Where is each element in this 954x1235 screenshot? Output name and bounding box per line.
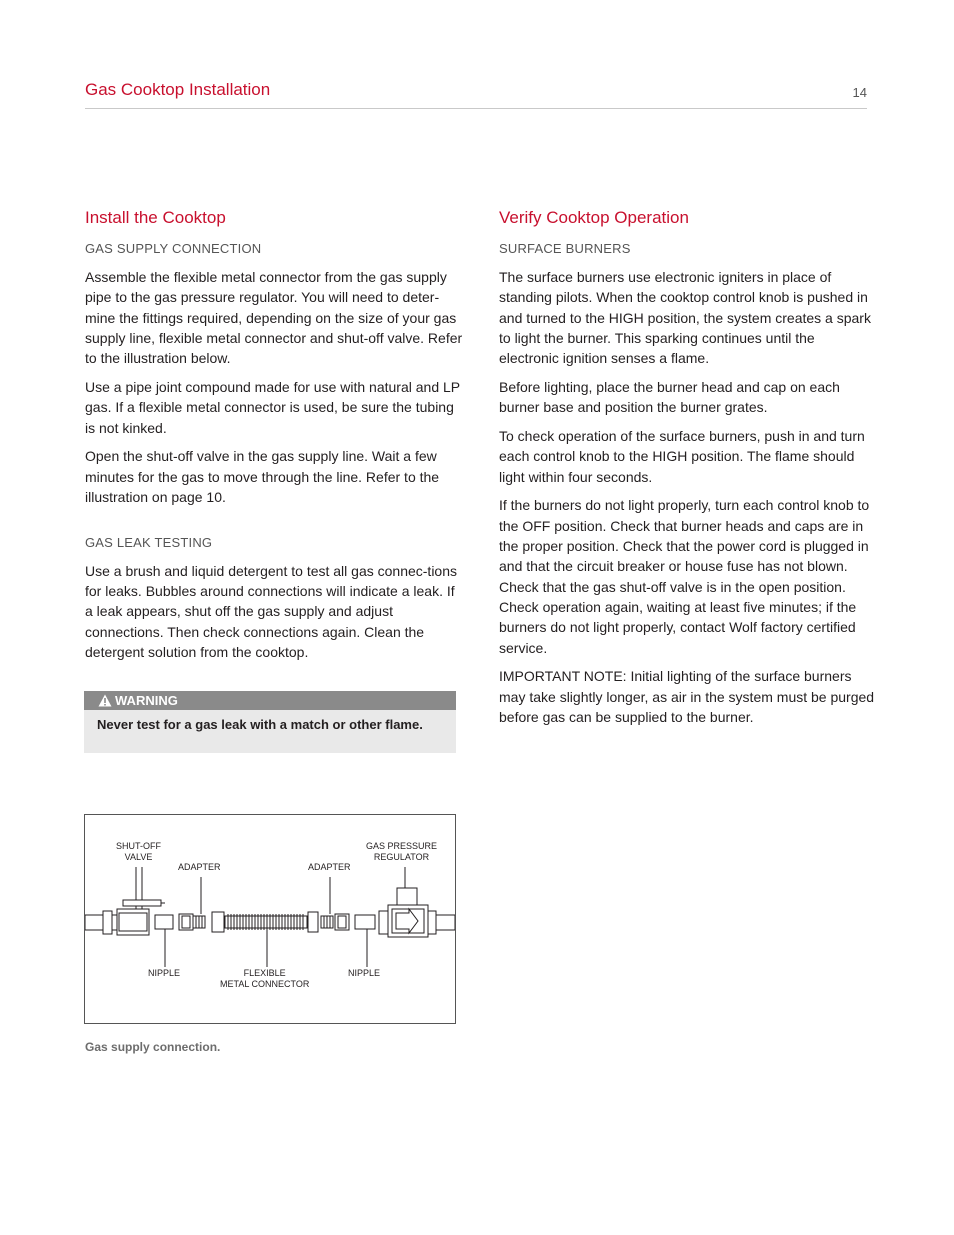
nipple-right-label: NIPPLE bbox=[348, 968, 381, 978]
shutoff-valve-handle bbox=[123, 900, 161, 906]
gas-supply-paragraph-2: Use a pipe joint compound made for use with natural and LP gas. If a flexible metal connector is used, be sure the tubing is not kinked. bbox=[85, 378, 460, 436]
figure-caption: Gas supply connection. bbox=[85, 1040, 221, 1054]
burners-paragraph-2: Before lighting, place the burner head and cap on each burner base and position the burner grates. bbox=[499, 378, 840, 416]
gas-supply-subheading: GAS SUPPLY CONNECTION bbox=[85, 241, 262, 256]
pipe-collar-left bbox=[103, 911, 112, 934]
install-heading: Install the Cooktop bbox=[85, 208, 226, 227]
shutoff-valve-label: SHUT-OFF VALVE bbox=[116, 841, 161, 862]
nipple-right bbox=[355, 915, 375, 929]
page-header-title: Gas Cooktop Installation bbox=[85, 80, 271, 99]
burners-paragraph-3: To check operation of the surface burners, push in and turn each control knob to the HIGH position. The flame should light within four seconds. bbox=[499, 428, 865, 485]
right-column bbox=[499, 206, 875, 736]
gas-supply-paragraph-1: Assemble the flexible metal connector from the gas supply pipe to the gas pressure regulator. You will need to deter-mine the fittings required, depending on the size of your gas supply line, flexible metal connector and shut-off valve. Refer to the illustration below. bbox=[85, 269, 463, 367]
leak-testing-paragraph: Use a brush and liquid detergent to test all gas connec-tions for leaks. Bubbles around connections will indicate a leak. If a leak appears, shut off the gas supply and adjust connections. Then check connections again. Clean the detergent solution from the cooktop. bbox=[85, 562, 458, 660]
warning-box bbox=[84, 691, 456, 753]
flex-end-left bbox=[212, 912, 224, 932]
nipple-left bbox=[155, 915, 173, 929]
nipple-left-label: NIPPLE bbox=[148, 968, 181, 978]
left-column bbox=[85, 206, 463, 671]
important-note bbox=[499, 666, 875, 727]
header-divider bbox=[85, 108, 867, 109]
regulator-outlet bbox=[428, 911, 436, 934]
regulator-cap bbox=[397, 888, 417, 905]
flex-connector-label: FLEXIBLE METAL CONNECTOR bbox=[220, 968, 310, 989]
surface-burners-subheading: SURFACE BURNERS bbox=[499, 241, 631, 256]
important-note-label: IMPORTANT NOTE: bbox=[499, 668, 627, 685]
verify-heading: Verify Cooktop Operation bbox=[499, 208, 689, 227]
regulator-inlet bbox=[379, 911, 388, 934]
warning-triangle-icon bbox=[98, 694, 112, 707]
warning-text: Never test for a gas leak with a match or other flame. bbox=[97, 717, 423, 732]
important-note-text: Initial lighting of the surface burners may take slightly longer, as air in the system must be purged before gas can be supplied to the burner. bbox=[499, 668, 875, 725]
flex-end-right bbox=[308, 912, 318, 932]
warning-label: WARNING bbox=[115, 693, 178, 708]
adapter-right-label: ADAPTER bbox=[308, 862, 351, 872]
burners-paragraph-4: If the burners do not light properly, turn each control knob to the OFF position. Check that burner heads and caps are in the proper position. Check that the power cord is plugged in and that the circuit breaker or house fuse has not blown. Check that the gas shut-off valve is in the open position. Check operation again, waiting at least five minutes; if the burners do not light properly, contact Wolf factory certified service. bbox=[499, 497, 870, 656]
gas-supply-paragraph-3: Open the shut-off valve in the gas supply line. Wait a few minutes for the gas to move through the line. Refer to the illustration on page 10. bbox=[85, 448, 440, 505]
supply-pipe-right bbox=[436, 915, 455, 930]
burners-paragraph-1: The surface burners use electronic igniters in place of standing pilots. When the cooktop control knob is pushed in and turned to the HIGH position, the system creates a spark to light the burner. This sparking continues until the electronic ignition senses a flame. bbox=[499, 269, 871, 367]
leak-testing-subheading: GAS LEAK TESTING bbox=[85, 534, 213, 550]
adapter-left-label: ADAPTER bbox=[178, 862, 221, 872]
warning-bar bbox=[84, 691, 456, 710]
page-number: 14 bbox=[852, 85, 867, 100]
regulator-label: GAS PRESSURE REGULATOR bbox=[366, 841, 438, 862]
gas-supply-diagram bbox=[84, 814, 456, 1024]
